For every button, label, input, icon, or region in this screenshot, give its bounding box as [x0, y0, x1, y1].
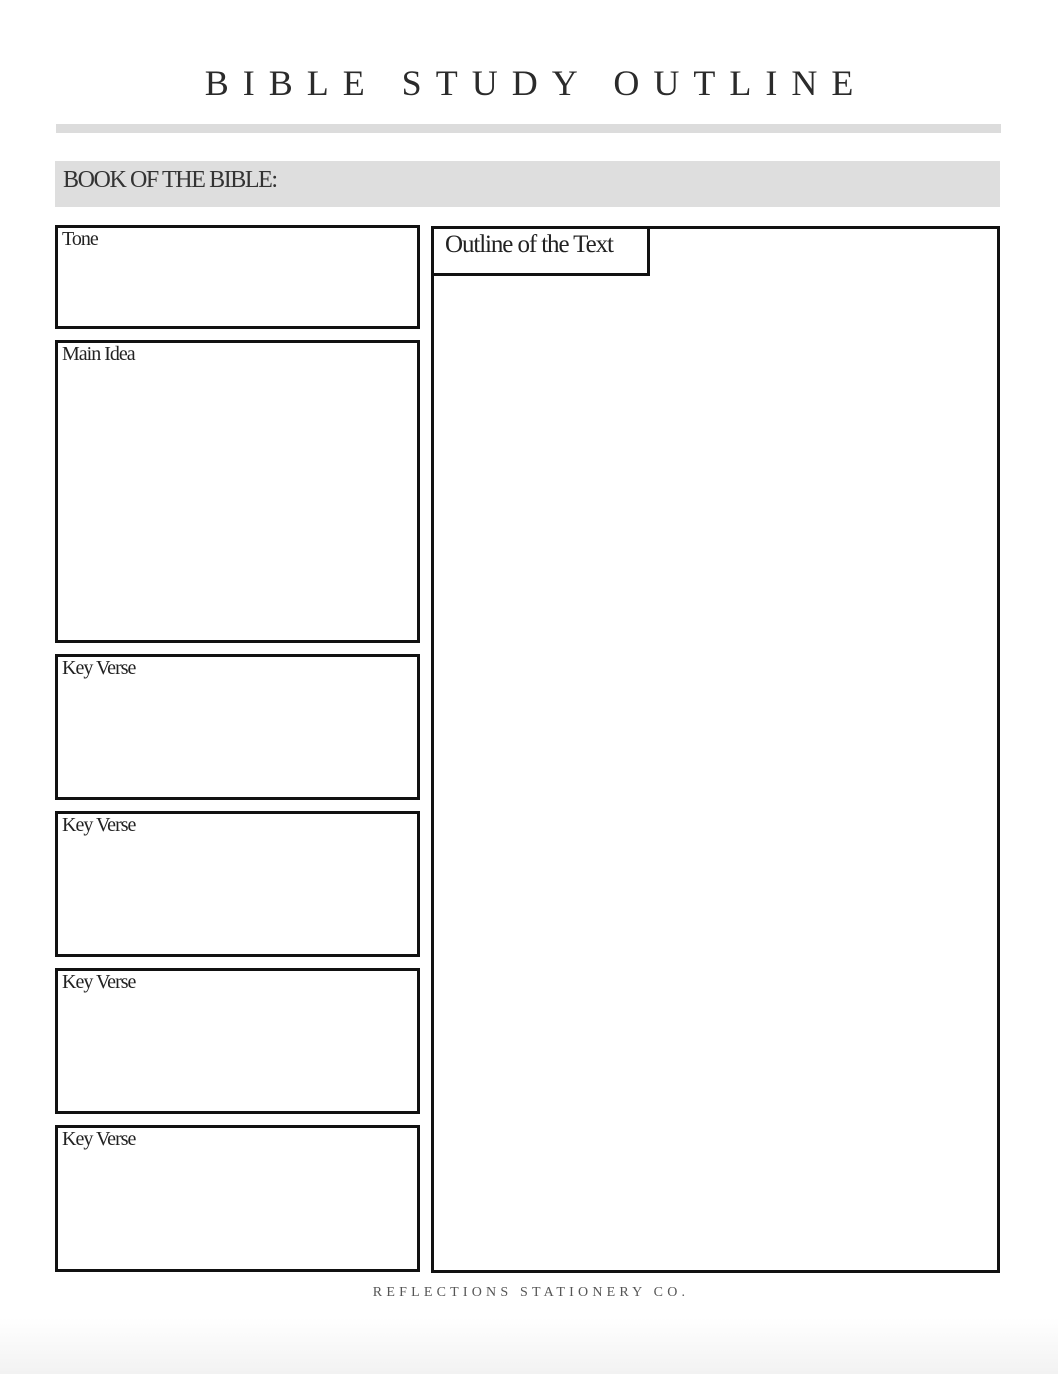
key-verse-box-2[interactable] [55, 811, 420, 957]
outline-of-text-tab [431, 226, 650, 276]
main-idea-label: Main Idea [62, 343, 135, 365]
title-divider [56, 124, 1001, 133]
book-of-bible-field[interactable] [55, 161, 1000, 207]
page-title: BIBLE STUDY OUTLINE [204, 63, 868, 103]
main-idea-box[interactable] [55, 340, 420, 643]
footer-brand: REFLECTIONS STATIONERY CO. [372, 1285, 690, 1300]
key-verse-box-3[interactable] [55, 968, 420, 1114]
key-verse-label: Key Verse [62, 814, 136, 836]
key-verse-box-4[interactable] [55, 1125, 420, 1272]
tone-label: Tone [62, 228, 98, 250]
key-verse-label: Key Verse [62, 657, 136, 679]
outline-of-text-label: Outline of the Text [445, 231, 613, 258]
key-verse-label: Key Verse [62, 1128, 136, 1150]
key-verse-box-1[interactable] [55, 654, 420, 800]
book-of-bible-label: BOOK OF THE BIBLE: [63, 167, 277, 193]
page-bottom-shadow [0, 1318, 1058, 1374]
key-verse-label: Key Verse [62, 971, 136, 993]
tone-box[interactable] [55, 225, 420, 329]
outline-of-text-box[interactable] [431, 226, 1000, 1273]
